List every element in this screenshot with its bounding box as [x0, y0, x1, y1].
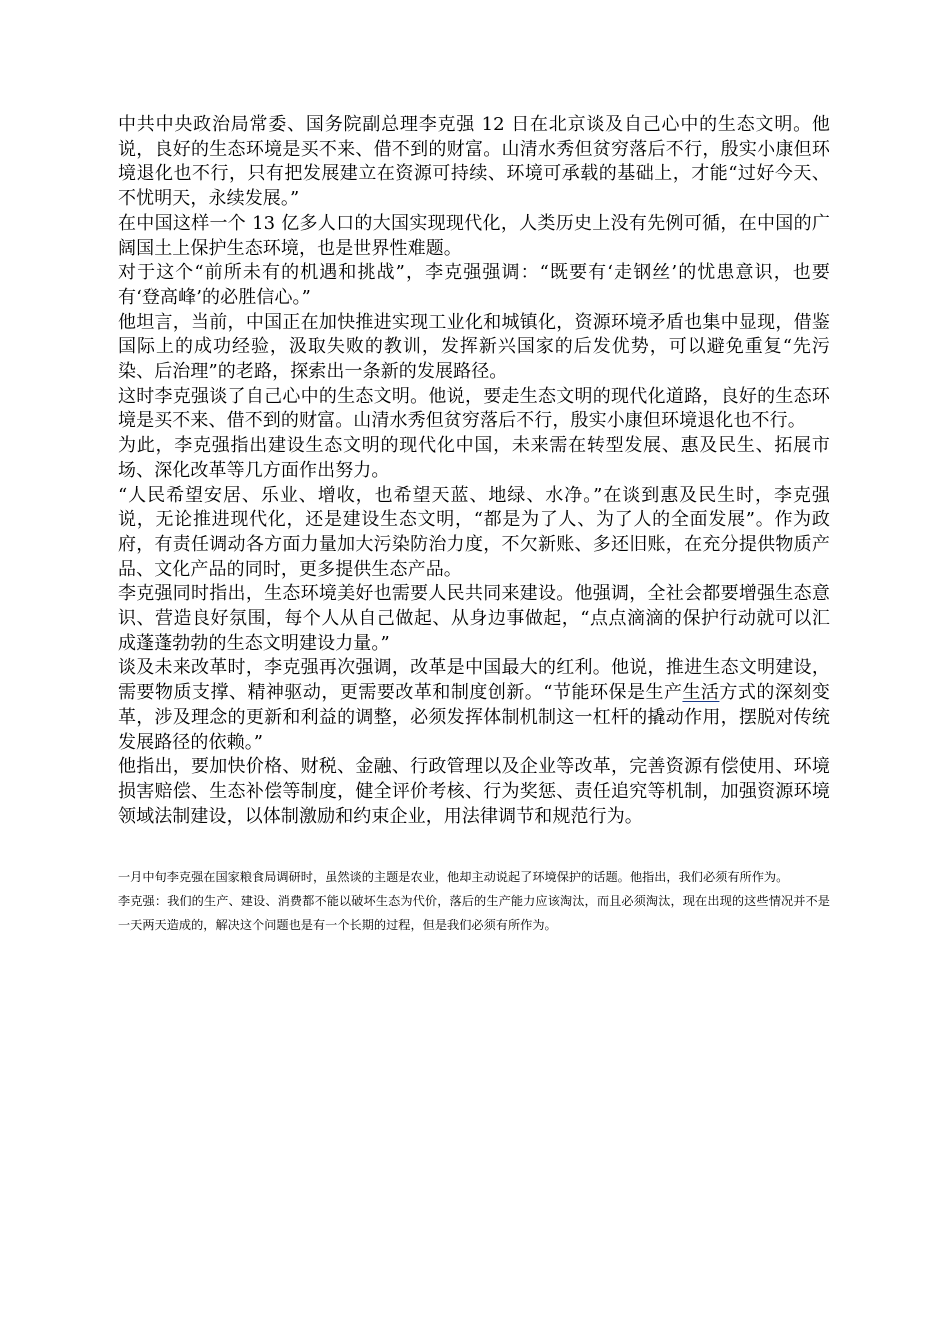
paragraph-4: 他坦言，当前，中国正在加快推进实现工业化和城镇化，资源环境矛盾也集中显现，借鉴国际上的成功经验，汲取失败的教训，发挥新兴国家的后发优势，可以避免重复“先污染、后治理”的老路，探索出一条新的发展路径。 [118, 311, 830, 383]
footnote-section [118, 865, 830, 937]
article-body [118, 113, 830, 829]
footnote-paragraph-1: 一月中旬李克强在国家粮食局调研时，虽然谈的主题是农业，他却主动说起了环境保护的话题。他指出，我们必须有所作为。 [118, 870, 789, 885]
underlined-word: 生活 [682, 682, 720, 704]
section-gap [118, 829, 830, 865]
reform-text-part2: 方式的深刻变革，涉及理念的更新和利益的调整，必须发挥体制机制这一杠杆的撬动作用，摆脱对传统发展路径的依赖。” [118, 682, 830, 753]
footnote-paragraph-2: 李克强：我们的生产、建设、消费都不能以破坏生态为代价，落后的生产能力应该淘汰，而且必须淘汰，现在出现的这些情况并不是一天两天造成的，解决这个问题也是有一个长期的过程，但是我们必须有所作为。 [118, 894, 830, 933]
paragraph-last: 他指出，要加快价格、财税、金融、行政管理以及企业等改革，完善资源有偿使用、环境损害赔偿、生态补偿等制度，健全评价考核、行为奖惩、责任追究等机制，加强资源环境领域法制建设，以体制激励和约束企业，用法律调节和规范行为。 [118, 756, 830, 827]
paragraph-8: 李克强同时指出，生态环境美好也需要人民共同来建设。他强调，全社会都要增强生态意识、营造良好氛围，每个人从自己做起、从身边事做起，“点点滴滴的保护行动就可以汇成蓬蓬勃勃的生态文明建设力量。” [118, 583, 830, 654]
paragraph-7: “人民希望安居、乐业、增收，也希望天蓝、地绿、水净。”在谈到惠及民生时，李克强说，无论推进现代化，还是建设生态文明，“都是为了人、为了人的全面发展”。作为政府，有责任调动各方面力量加大污染防治力度，不欠新账、多还旧账，在充分提供物质产品、文化产品的同时，更多提供生态产品。 [118, 484, 830, 580]
paragraph-reform [118, 656, 830, 755]
paragraph-5: 这时李克强谈了自己心中的生态文明。他说，要走生态文明的现代化道路，良好的生态环境是买不来、借不到的财富。山清水秀但贫穷落后不行，殷实小康但环境退化也不行。 [118, 385, 830, 432]
document-page [118, 113, 830, 937]
paragraph-1: 中共中央政治局常委、国务院副总理李克强 12 日在北京谈及自己心中的生态文明。他说，良好的生态环境是买不来、借不到的财富。山清水秀但贫穷落后不行，殷实小康但环境退化也不行，只有把发展建立在资源可持续、环境可承载的基础上，才能“过好今天、不忧明天，永续发展。” [118, 114, 830, 210]
paragraph-6: 为此，李克强指出建设生态文明的现代化中国，未来需在转型发展、惠及民生、拓展市场、深化改革等几方面作出努力。 [118, 435, 830, 481]
reform-text-part1: 谈及未来改革时，李克强再次强调，改革是中国最大的红利。他说，推进生态文明建设，需要物质支撑、精神驱动，更需要改革和制度创新。“节能环保是生产 [118, 657, 830, 704]
paragraph-2: 在中国这样一个 13 亿多人口的大国实现现代化，人类历史上没有先例可循，在中国的广阔国土上保护生态环境，也是世界性难题。 [118, 212, 830, 259]
paragraph-3: 对于这个“前所未有的机遇和挑战”，李克强强调：“既要有‘走钢丝’的忧患意识，也要有‘登高峰’的必胜信心。” [118, 262, 830, 308]
